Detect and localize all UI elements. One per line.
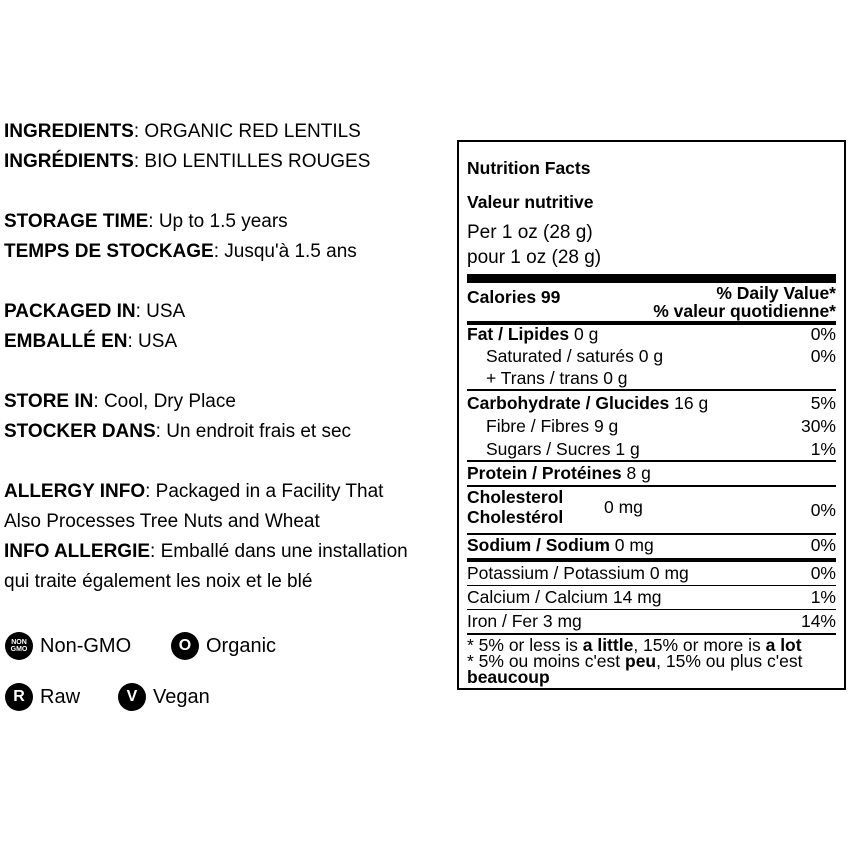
cholesterol-fr: Cholestérol: [467, 507, 564, 527]
vegan-icon: V: [118, 683, 146, 711]
packaged-label: PACKAGED IN: [4, 301, 136, 322]
storage-line: [4, 211, 288, 233]
carb-dv: 5%: [810, 393, 836, 413]
protein-amount: 8 g: [626, 463, 651, 483]
serving-size-en: Per 1 oz (28 g): [467, 222, 593, 243]
fibre-dv: 30%: [800, 416, 836, 436]
fat-label: Fat / Lipides: [467, 324, 570, 344]
footnote-en-text-2: , 15% or more is: [633, 635, 766, 655]
allergy-value-2: Also Processes Tree Nuts and Wheat: [4, 511, 320, 532]
protein-row: [467, 463, 836, 484]
calcium-dv: 1%: [810, 587, 836, 607]
non-gmo-icon-bottom: GMO: [10, 646, 28, 653]
nutrition-facts-label: [457, 140, 846, 690]
packaged-fr-line: [4, 331, 177, 353]
daily-value-fr: % valeur quotidienne*: [653, 301, 836, 321]
raw-icon: R: [5, 683, 33, 711]
fibre-label: Fibre / Fibres 9 g: [486, 416, 619, 436]
sodium-label: Sodium / Sodium: [467, 535, 610, 555]
non-gmo-icon: [5, 632, 33, 660]
rule: [467, 389, 836, 391]
storage-label: STORAGE TIME: [4, 211, 149, 232]
sodium-amount: 0 mg: [614, 535, 654, 555]
sugars-label: Sugars / Sucres 1 g: [486, 439, 640, 459]
thin-rule: [467, 609, 836, 610]
organic-icon: O: [171, 632, 199, 660]
cholesterol-row: [467, 487, 836, 527]
packaged-value: : USA: [135, 301, 186, 322]
thin-rule: [467, 585, 836, 586]
store-line: [4, 391, 236, 413]
footnote-fr-2: [467, 669, 836, 685]
badge-vegan: [118, 683, 210, 711]
store-fr-line: [4, 421, 351, 443]
storage-value: : Up to 1.5 years: [148, 211, 288, 232]
saturated-row: [467, 346, 836, 367]
calories: Calories 99: [467, 287, 561, 307]
storage-fr-value: : Jusqu'à 1.5 ans: [213, 241, 357, 262]
organic-label: Organic: [206, 634, 277, 657]
footnote-en-lot: a lot: [765, 635, 802, 655]
footnote-en-text: * 5% or less is: [467, 635, 583, 655]
ingredients-fr-label: INGRÉDIENTS: [4, 151, 134, 172]
calcium-label: Calcium / Calcium 14 mg: [467, 587, 662, 607]
non-gmo-icon-top: NON: [11, 639, 27, 646]
badge-non-gmo: [5, 632, 131, 660]
rule: [467, 460, 836, 462]
fat-dv: 0%: [810, 324, 836, 344]
daily-value-header: [467, 284, 836, 320]
packaged-line: [4, 301, 185, 323]
allergy-fr-value-1: : Emballé dans une installation: [150, 541, 408, 562]
cholesterol-amount: 0 mg: [604, 497, 643, 517]
storage-fr-label: TEMPS DE STOCKAGE: [4, 241, 214, 262]
allergy-fr-line: [4, 541, 408, 563]
sodium-row: [467, 535, 836, 556]
daily-value-en: % Daily Value*: [716, 283, 836, 303]
ingredients-fr-line: [4, 151, 370, 173]
footnote-fr-text-2: , 15% ou plus c'est: [656, 651, 803, 671]
medium-rule: [467, 558, 836, 562]
serving-size-fr: pour 1 oz (28 g): [467, 247, 602, 268]
fat-row: [467, 324, 836, 345]
iron-row: [467, 611, 836, 632]
store-label: STORE IN: [4, 391, 94, 412]
carb-amount: 16 g: [674, 393, 709, 413]
cholesterol-en: Cholesterol: [467, 487, 564, 507]
badge-organic: [171, 632, 276, 660]
potassium-row: [467, 563, 836, 584]
ingredients-fr-value: : BIO LENTILLES ROUGES: [133, 151, 371, 172]
allergy-fr-line-2: [4, 571, 312, 593]
store-fr-value: : Un endroit frais et sec: [155, 421, 352, 442]
allergy-fr-label: INFO ALLERGIE: [4, 541, 151, 562]
non-gmo-label: Non-GMO: [40, 634, 132, 657]
footnote-en-little: a little: [582, 635, 634, 655]
fibre-row: [467, 416, 836, 437]
vegan-label: Vegan: [153, 685, 210, 708]
packaged-fr-value: : USA: [127, 331, 178, 352]
saturated-label: Saturated / saturés 0 g: [486, 346, 664, 366]
raw-label: Raw: [40, 685, 81, 708]
sugars-dv: 1%: [810, 439, 836, 459]
allergy-label: ALLERGY INFO: [4, 481, 146, 502]
ingredients-line: [4, 121, 361, 143]
cholesterol-dv: 0%: [810, 500, 836, 520]
ingredients-value: : ORGANIC RED LENTILS: [133, 121, 361, 142]
calcium-row: [467, 587, 836, 608]
saturated-dv: 0%: [810, 346, 836, 366]
trans-row: [467, 368, 836, 389]
packaged-fr-label: EMBALLÉ EN: [4, 331, 128, 352]
storage-fr-line: [4, 241, 357, 263]
trans-label: + Trans / trans 0 g: [486, 368, 628, 388]
carb-label: Carbohydrate / Glucides: [467, 393, 670, 413]
sodium-dv: 0%: [810, 535, 836, 555]
nutrition-title-fr: Valeur nutritive: [467, 192, 594, 212]
thick-rule: [467, 274, 836, 283]
fat-amount: 0 g: [573, 324, 599, 344]
protein-label: Protein / Protéines: [467, 463, 622, 483]
potassium-dv: 0%: [810, 563, 836, 583]
store-value: : Cool, Dry Place: [93, 391, 236, 412]
carb-row: [467, 393, 836, 414]
iron-label: Iron / Fer 3 mg: [467, 611, 582, 631]
allergy-fr-value-2: qui traite également les noix et le blé: [4, 571, 313, 592]
footnote-fr-beaucoup: beaucoup: [467, 667, 550, 687]
footnote-fr-peu: peu: [625, 651, 657, 671]
allergy-line: [4, 481, 383, 503]
footnote-fr-text: * 5% ou moins c'est: [467, 651, 625, 671]
allergy-line-2: [4, 511, 320, 533]
badge-raw: [5, 683, 80, 711]
iron-dv: 14%: [800, 611, 836, 631]
store-fr-label: STOCKER DANS: [4, 421, 156, 442]
potassium-label: Potassium / Potassium 0 mg: [467, 563, 689, 583]
sugars-row: [467, 439, 836, 460]
nutrition-title-en: Nutrition Facts: [467, 158, 591, 178]
ingredients-label: INGREDIENTS: [4, 121, 134, 142]
allergy-value-1: : Packaged in a Facility That: [145, 481, 384, 502]
